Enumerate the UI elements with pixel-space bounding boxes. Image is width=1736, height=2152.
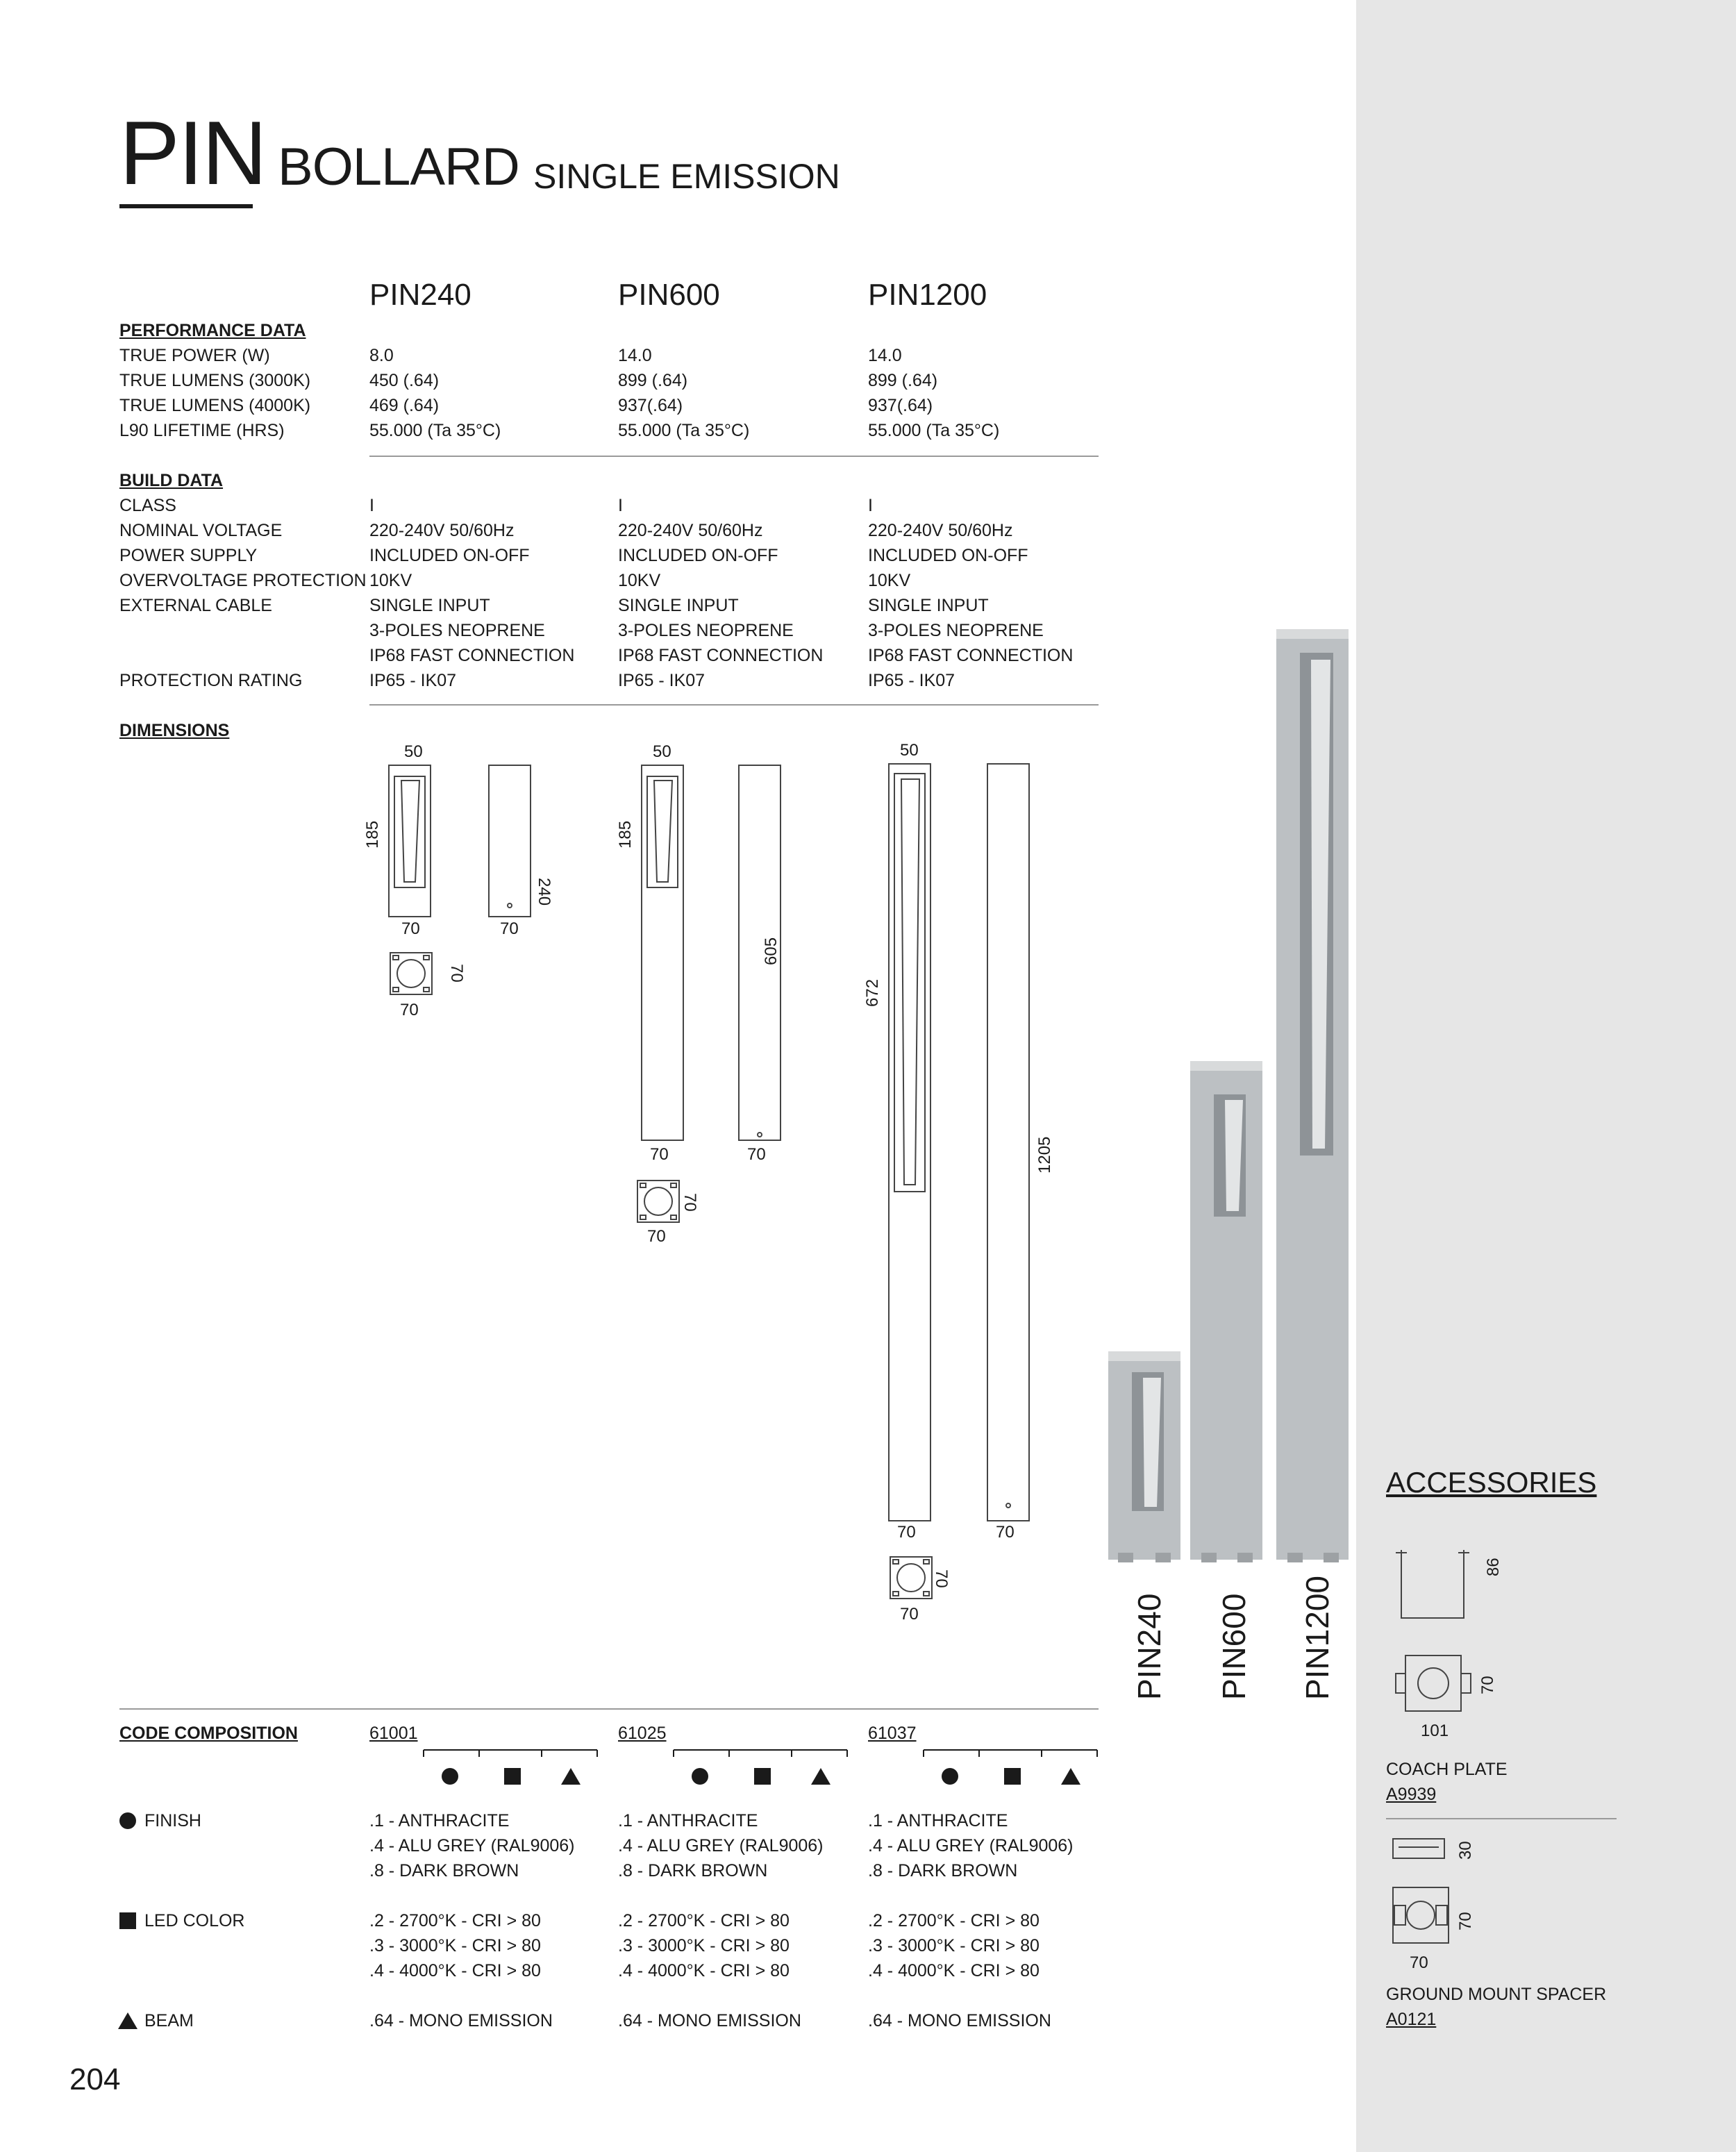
pin600-front-drawing [642, 765, 683, 1140]
value: 220-240V 50/60Hz [868, 521, 1013, 540]
led-option: .4 - 4000°K - CRI > 80 [369, 1961, 541, 1980]
value: SINGLE INPUT [369, 596, 490, 615]
spacer-top-drawing [1393, 1887, 1449, 1943]
pin1200-base-drawing [890, 1557, 932, 1599]
spacer-name: GROUND MOUNT SPACER [1386, 1985, 1607, 2004]
value: IP65 - IK07 [369, 671, 457, 690]
photo-label-pin600: PIN600 [1216, 1593, 1252, 1700]
led-option: .4 - 4000°K - CRI > 80 [868, 1961, 1040, 1980]
product-photo-pin1200 [1276, 629, 1349, 1562]
value: I [868, 496, 873, 515]
coach-plate-width: 101 [1421, 1721, 1449, 1740]
value: 937(.64) [868, 396, 933, 415]
dim-pin600-w2: 70 [747, 1145, 766, 1164]
label: OVERVOLTAGE PROTECTION [119, 571, 367, 590]
pin240-base-drawing [390, 953, 432, 994]
build-heading: BUILD DATA [119, 471, 224, 490]
spacer-code[interactable]: A0121 [1386, 2010, 1437, 2029]
led-col-pin600 [618, 1908, 790, 1983]
value: INCLUDED ON-OFF [868, 546, 1028, 565]
model-head-pin1200: PIN1200 [868, 278, 987, 312]
dim-pin1200-w1: 70 [897, 1523, 916, 1542]
value: 55.000 (Ta 35°C) [369, 421, 501, 440]
led-option: .2 - 2700°K - CRI > 80 [618, 1911, 790, 1930]
finish-legend-icon [119, 1812, 136, 1829]
pin1200-side-drawing [987, 764, 1029, 1521]
code-marker-bracket-pin240 [424, 1750, 597, 1757]
dim-pin240-base-w: 70 [400, 1001, 419, 1019]
page-title: PIN [119, 102, 266, 203]
value: 937(.64) [618, 396, 683, 415]
label: CLASS [119, 496, 176, 515]
finish-marker-icon [442, 1768, 458, 1785]
finish-col-pin600 [618, 1808, 824, 1883]
value: 10KV [868, 571, 911, 590]
value: 450 (.64) [369, 371, 440, 390]
code-heading: CODE COMPOSITION [119, 1724, 298, 1743]
led-legend-icon [119, 1912, 136, 1929]
spacer-side-drawing [1393, 1839, 1444, 1858]
coach-plate-code[interactable]: A9939 [1386, 1785, 1437, 1804]
spacer-width: 70 [1410, 1953, 1428, 1972]
value: INCLUDED ON-OFF [618, 546, 778, 565]
finish-option: .4 - ALU GREY (RAL9006) [369, 1836, 575, 1855]
finish-marker-icon [942, 1768, 958, 1785]
dim-pin1200-top: 50 [900, 741, 919, 760]
finish-option: .8 - DARK BROWN [868, 1861, 1018, 1880]
finish-col-pin1200 [868, 1808, 1074, 1883]
beam-marker-icon [1061, 1768, 1080, 1785]
value: IP68 FAST CONNECTION [369, 646, 575, 665]
pin1200-front-drawing [889, 764, 930, 1521]
value: 10KV [369, 571, 412, 590]
pin240-side-drawing [489, 765, 531, 917]
value: 3-POLES NEOPRENE [369, 621, 545, 640]
code-marker-bracket-pin1200 [924, 1750, 1097, 1757]
value: 14.0 [868, 346, 902, 365]
dim-pin1200-base-w: 70 [900, 1605, 919, 1624]
beam-pin600: .64 - MONO EMISSION [618, 2011, 801, 2030]
label: NOMINAL VOLTAGE [119, 521, 283, 540]
value: IP65 - IK07 [868, 671, 955, 690]
pin240-front-drawing [389, 765, 431, 917]
led-option: .2 - 2700°K - CRI > 80 [868, 1911, 1040, 1930]
model-head-pin600: PIN600 [618, 278, 720, 312]
value: IP68 FAST CONNECTION [618, 646, 824, 665]
led-option: .3 - 3000°K - CRI > 80 [618, 1936, 790, 1955]
performance-heading: PERFORMANCE DATA [119, 321, 306, 340]
led-marker-icon [754, 1768, 771, 1785]
finish-option: .1 - ANTHRACITE [618, 1811, 758, 1830]
beam-pin240: .64 - MONO EMISSION [369, 2011, 553, 2030]
led-col-pin240 [369, 1908, 541, 1983]
value: 220-240V 50/60Hz [369, 521, 515, 540]
label: TRUE LUMENS (3000K) [119, 371, 311, 390]
led-col-pin1200 [868, 1908, 1040, 1983]
value: 10KV [618, 571, 661, 590]
page-number: 204 [69, 2062, 121, 2096]
photo-label-pin240: PIN240 [1131, 1593, 1167, 1700]
dim-pin240-window: 185 [363, 820, 382, 849]
dim-pin600-base-h: 70 [681, 1193, 699, 1212]
value: 14.0 [618, 346, 652, 365]
spacer-height: 30 [1456, 1841, 1475, 1860]
label: L90 LIFETIME (HRS) [119, 421, 285, 440]
product-type: BOLLARD [278, 137, 519, 197]
value: 899 (.64) [618, 371, 688, 390]
value: 55.000 (Ta 35°C) [868, 421, 1000, 440]
led-option: .3 - 3000°K - CRI > 80 [868, 1936, 1040, 1955]
led-option: .4 - 4000°K - CRI > 80 [618, 1961, 790, 1980]
finish-marker-icon [692, 1768, 708, 1785]
divider [1386, 1818, 1617, 1819]
dim-pin240-w1: 70 [401, 919, 420, 938]
finish-label: FINISH [144, 1811, 201, 1830]
finish-option: .8 - DARK BROWN [618, 1861, 768, 1880]
value: SINGLE INPUT [868, 596, 989, 615]
value: IP68 FAST CONNECTION [868, 646, 1074, 665]
led-marker-icon [504, 1768, 521, 1785]
coach-plate-top-drawing [1396, 1655, 1471, 1711]
dim-pin240-top: 50 [404, 742, 423, 761]
led-option: .2 - 2700°K - CRI > 80 [369, 1911, 541, 1930]
value: INCLUDED ON-OFF [369, 546, 530, 565]
code-pin600[interactable]: 61025 [618, 1724, 667, 1743]
photo-label-pin1200: PIN1200 [1299, 1575, 1335, 1700]
dim-pin600-top: 50 [653, 742, 671, 761]
led-marker-icon [1004, 1768, 1021, 1785]
divider [119, 1708, 1099, 1710]
value: 3-POLES NEOPRENE [868, 621, 1044, 640]
pin600-base-drawing [637, 1181, 679, 1222]
code-pin1200[interactable]: 61037 [868, 1724, 917, 1743]
beam-marker-icon [811, 1768, 831, 1785]
label: EXTERNAL CABLE [119, 596, 272, 615]
finish-option: .4 - ALU GREY (RAL9006) [618, 1836, 824, 1855]
led-label: LED COLOR [144, 1911, 245, 1930]
beam-label: BEAM [144, 2011, 194, 2030]
value: SINGLE INPUT [618, 596, 739, 615]
dim-pin600-height: 605 [762, 937, 781, 965]
label: PROTECTION RATING [119, 671, 303, 690]
code-marker-bracket-pin600 [674, 1750, 847, 1757]
beam-marker-icon [561, 1768, 581, 1785]
dim-pin240-w2: 70 [500, 919, 519, 938]
dim-pin1200-w2: 70 [996, 1523, 1015, 1542]
accessories-heading: ACCESSORIES [1386, 1466, 1597, 1499]
coach-plate-height: 86 [1484, 1558, 1503, 1576]
dim-pin1200-window: 672 [863, 978, 882, 1007]
finish-option: .1 - ANTHRACITE [868, 1811, 1008, 1830]
beam-legend-icon [118, 2012, 137, 2029]
value: I [618, 496, 623, 515]
label: TRUE POWER (W) [119, 346, 270, 365]
finish-option: .8 - DARK BROWN [369, 1861, 519, 1880]
value: I [369, 496, 374, 515]
product-subtitle: SINGLE EMISSION [533, 157, 840, 196]
value: 55.000 (Ta 35°C) [618, 421, 750, 440]
dim-pin1200-height: 1205 [1035, 1136, 1054, 1174]
coach-plate-depth: 70 [1478, 1676, 1497, 1694]
coach-plate-name: COACH PLATE [1386, 1760, 1508, 1779]
model-head-pin240: PIN240 [369, 278, 471, 312]
value: IP65 - IK07 [618, 671, 706, 690]
value: 220-240V 50/60Hz [618, 521, 763, 540]
dim-pin600-w1: 70 [650, 1145, 669, 1164]
finish-option: .4 - ALU GREY (RAL9006) [868, 1836, 1074, 1855]
value: 899 (.64) [868, 371, 938, 390]
product-photo-pin600 [1190, 1061, 1262, 1562]
dim-pin240-base-h: 70 [447, 964, 466, 983]
value: 469 (.64) [369, 396, 440, 415]
finish-col-pin240 [369, 1808, 575, 1883]
dim-pin240-height: 240 [535, 878, 553, 906]
value: 3-POLES NEOPRENE [618, 621, 794, 640]
label: POWER SUPPLY [119, 546, 258, 565]
dimensions-heading: DIMENSIONS [119, 721, 230, 740]
coach-plate-side-drawing [1396, 1550, 1469, 1618]
value: 8.0 [369, 346, 394, 365]
dim-pin600-window: 185 [616, 820, 635, 849]
code-pin240[interactable]: 61001 [369, 1724, 418, 1743]
spacer-depth: 70 [1456, 1912, 1475, 1930]
finish-option: .1 - ANTHRACITE [369, 1811, 510, 1830]
led-option: .3 - 3000°K - CRI > 80 [369, 1936, 541, 1955]
dim-pin1200-base-h: 70 [932, 1569, 951, 1588]
label: TRUE LUMENS (4000K) [119, 396, 311, 415]
beam-pin1200: .64 - MONO EMISSION [868, 2011, 1051, 2030]
dim-pin600-base-w: 70 [647, 1227, 666, 1246]
product-photo-pin240 [1108, 1351, 1180, 1562]
